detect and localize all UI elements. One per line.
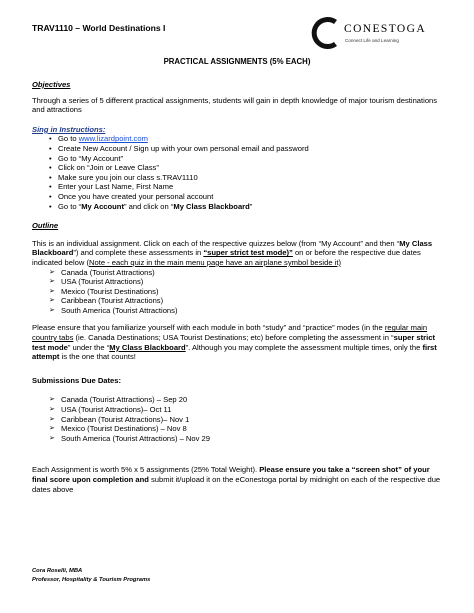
- outline-heading: Outline: [32, 221, 59, 231]
- author-footer: [32, 567, 150, 585]
- page-title: PRACTICAL ASSIGNMENTS (5% EACH): [163, 57, 311, 66]
- list-item: [49, 134, 446, 144]
- list-item: [49, 202, 446, 212]
- course-title: TRAV1110 – World Destinations I: [32, 23, 166, 33]
- text: ”) and complete these assessments in: [73, 248, 204, 258]
- main-tabs-text: regular main country tabs: [32, 323, 428, 343]
- text: This is an individual assignment. Click on each of the respective quizzes below (from “My Account” and then “: [32, 238, 400, 248]
- logo-tagline: Connect Life and Learning: [345, 38, 399, 43]
- airplane-note: Note - each quiz in the main menu page have an airplane symbol beside it): [89, 257, 342, 267]
- my-account-text: My Account: [81, 201, 124, 211]
- outline-paragraph-1: [32, 239, 446, 268]
- signin-list: [32, 134, 446, 211]
- bold-text: super strict test mode: [32, 333, 435, 352]
- text: on or before the respective due dates indicated below (: [32, 248, 421, 267]
- text: Please ensure that you familiarize yourself with each module in both “study” and “practice” modes (in the: [32, 323, 385, 333]
- author-role: Professor, Hospitality & Tourism Programs: [32, 577, 151, 583]
- list-item: ➢ Canada (Tourist Attractions) – Sep 20: [49, 395, 446, 405]
- list-item: ➢ Mexico (Tourist Destinations): [49, 287, 446, 297]
- text: (ie. Canada Destinations; USA Tourist Destinations; etc) before completing the assessment in “: [73, 333, 394, 343]
- list-item: ➢ Canada (Tourist Attractions): [49, 268, 446, 278]
- text: ”: [249, 201, 253, 211]
- objectives-heading: Objectives: [32, 80, 71, 89]
- list-item: ➢ Caribbean (Tourist Attractions): [49, 296, 446, 306]
- document-body: [32, 80, 446, 494]
- text: ”. Although you may complete the assessment multiple times, only the: [185, 342, 423, 352]
- text: ” under the “: [67, 342, 110, 352]
- outline-paragraph-2: [32, 323, 446, 361]
- text: is the one that counts!: [59, 352, 136, 362]
- strict-mode-text: “super strict test mode)”: [203, 248, 293, 258]
- bold-text: My Class Blackboard: [32, 238, 433, 258]
- list-item: ➢ USA (Tourist Attractions)– Oct 11: [49, 405, 446, 415]
- due-dates-list: [32, 395, 446, 443]
- lizardpoint-link[interactable]: www.lizardpoint.com: [78, 134, 148, 144]
- text: submit it/upload it on the eConestoga portal by midnight on each of the respective due dates above: [32, 475, 441, 494]
- list-item: • Enter your Last Name, First Name: [49, 182, 446, 192]
- bold-text: Please ensure you take a “screen shot” of your final score upon completion and: [32, 465, 430, 484]
- list-item: ➢ USA (Tourist Attractions): [49, 277, 446, 287]
- my-class-blackboard-text: My Class Blackboard: [173, 201, 250, 211]
- conestoga-logo: [311, 13, 431, 53]
- author-name: Cora Roselli, MBA: [32, 568, 83, 574]
- signin-heading: Sing in Instructions:: [32, 124, 106, 134]
- list-item: ➢ South America (Tourist Attractions): [49, 306, 446, 316]
- list-item: • Make sure you join our class s.TRAV1110: [49, 173, 446, 183]
- text: ” and click on “: [123, 201, 174, 211]
- objectives-text: Through a series of 5 different practical assignments, students will gain in depth knowledge of major tourism destinations and attractions: [32, 95, 438, 115]
- closing-paragraph: [32, 465, 446, 494]
- list-item: ➢ Mexico (Tourist Destinations) – Nov 8: [49, 424, 446, 434]
- conestoga-c-icon: [311, 13, 341, 53]
- list-item: • Go to “My Account”: [49, 154, 446, 164]
- bold-text: My Class Blackboard: [109, 342, 186, 352]
- quiz-list: [32, 268, 446, 316]
- list-item: ➢ South America (Tourist Attractions) – Nov 29: [49, 434, 446, 444]
- list-item-text: Go to: [58, 134, 79, 144]
- text: Each Assignment is worth 5% x 5 assignments (25% Total Weight).: [32, 465, 260, 475]
- due-dates-heading: Submissions Due Dates:: [32, 375, 122, 385]
- text: Go to “: [58, 201, 82, 211]
- list-item: ➢ Caribbean (Tourist Attractions)– Nov 1: [49, 415, 446, 425]
- first-attempt-text: first attempt: [32, 342, 437, 362]
- list-item: • Once you have created your personal account: [49, 192, 446, 202]
- list-item: • Create New Account / Sign up with your own personal email and password: [49, 144, 446, 154]
- list-item: • Click on “Join or Leave Class”: [49, 163, 446, 173]
- logo-name: CONESTOGA: [344, 23, 427, 35]
